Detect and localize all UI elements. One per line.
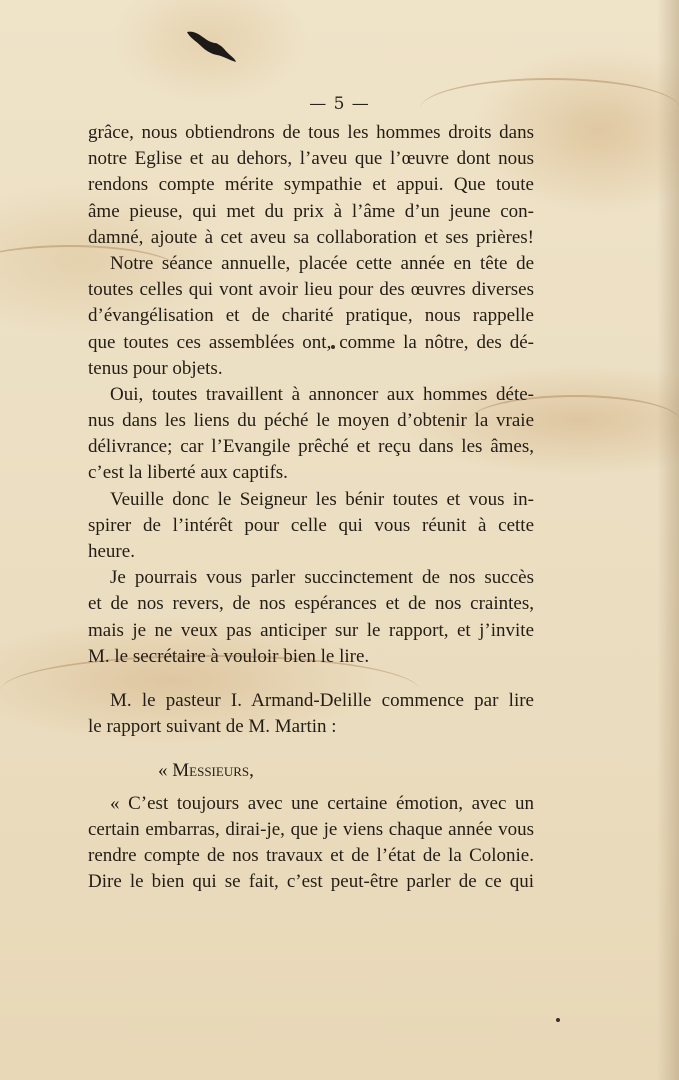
paragraph <box>88 251 534 382</box>
text-line: notre Eglise et au dehors, l’aveu que l’œuvre dont nous <box>88 148 534 170</box>
text-line: nus dans les liens du péché le moyen d’obtenir la vraie <box>88 410 534 432</box>
text-line: toutes celles qui vont avoir lieu pour des œuvres diverses <box>88 279 534 301</box>
text-line: le rapport suivant de M. Martin : <box>88 716 337 738</box>
text-line: Oui, toutes travaillent à annoncer aux hommes déte- <box>110 383 534 405</box>
text-line: rendons compte mérite sympathie et appui. Que toute <box>88 174 534 196</box>
ink-blot-mark <box>185 28 237 64</box>
body-text <box>88 120 534 895</box>
text-line: Je pourrais vous parler succinctement de nos succès <box>110 567 534 589</box>
text-line: c’est la liberté aux captifs. <box>88 462 288 484</box>
text-line: Dire le bien qui se fait, c’est peut-être parler de ce qui <box>88 871 534 893</box>
text-line: âme pieuse, qui met du prix à l’âme d’un jeune con- <box>88 200 534 222</box>
paragraph-gap <box>88 740 534 758</box>
paragraph <box>88 487 534 566</box>
text-line: « C’est toujours avec une certaine émotion, avec un <box>110 792 534 814</box>
text-line: spirer de l’intérêt pour celle qui vous réunit à cette <box>88 514 534 536</box>
text-line: tenus pour objets. <box>88 357 223 379</box>
paragraph <box>88 688 534 740</box>
text-line: rendre compte de nos travaux et de l’état de la Colonie. <box>88 844 534 866</box>
text-line: certain embarras, dirai-je, que je viens chaque année vous <box>88 818 534 840</box>
paragraph <box>88 120 534 251</box>
text-line: et de nos revers, de nos espérances et de nos craintes, <box>88 593 534 615</box>
paragraph-gap <box>88 670 534 688</box>
text-line: heure. <box>88 541 135 562</box>
paragraph <box>88 791 534 896</box>
text-line: d’évangélisation et de charité pratique, nous rappelle <box>88 305 534 327</box>
page-number: — 5 — <box>309 94 370 114</box>
text-line: M. le pasteur I. Armand-Delille commence par lire <box>110 689 534 711</box>
salutation-line: « Messieurs, <box>158 760 254 782</box>
text-line: damné, ajoute à cet aveu sa collaboration et ses prières! <box>88 226 534 248</box>
text-line: M. le secrétaire à vouloir bien le lire. <box>88 645 370 667</box>
paragraph <box>88 565 534 670</box>
text-line: grâce, nous obtiendrons de tous les hommes droits dans <box>88 122 534 143</box>
salutation <box>88 758 534 784</box>
paper-speck <box>556 1018 560 1022</box>
text-line: Veuille donc le Seigneur les bénir toutes et vous in- <box>110 488 534 510</box>
text-line: mais je ne veux pas anticiper sur le rapport, et j’invite <box>88 619 534 641</box>
paragraph <box>88 382 534 487</box>
text-line: délivrance; car l’Evangile prêché et reçu dans les âmes, <box>88 436 534 458</box>
text-line: que toutes ces assemblées ont, comme la nôtre, des dé- <box>88 331 534 353</box>
page-edge-shadow <box>657 0 679 1080</box>
text-line: Notre séance annuelle, placée cette année en tête de <box>110 252 534 274</box>
